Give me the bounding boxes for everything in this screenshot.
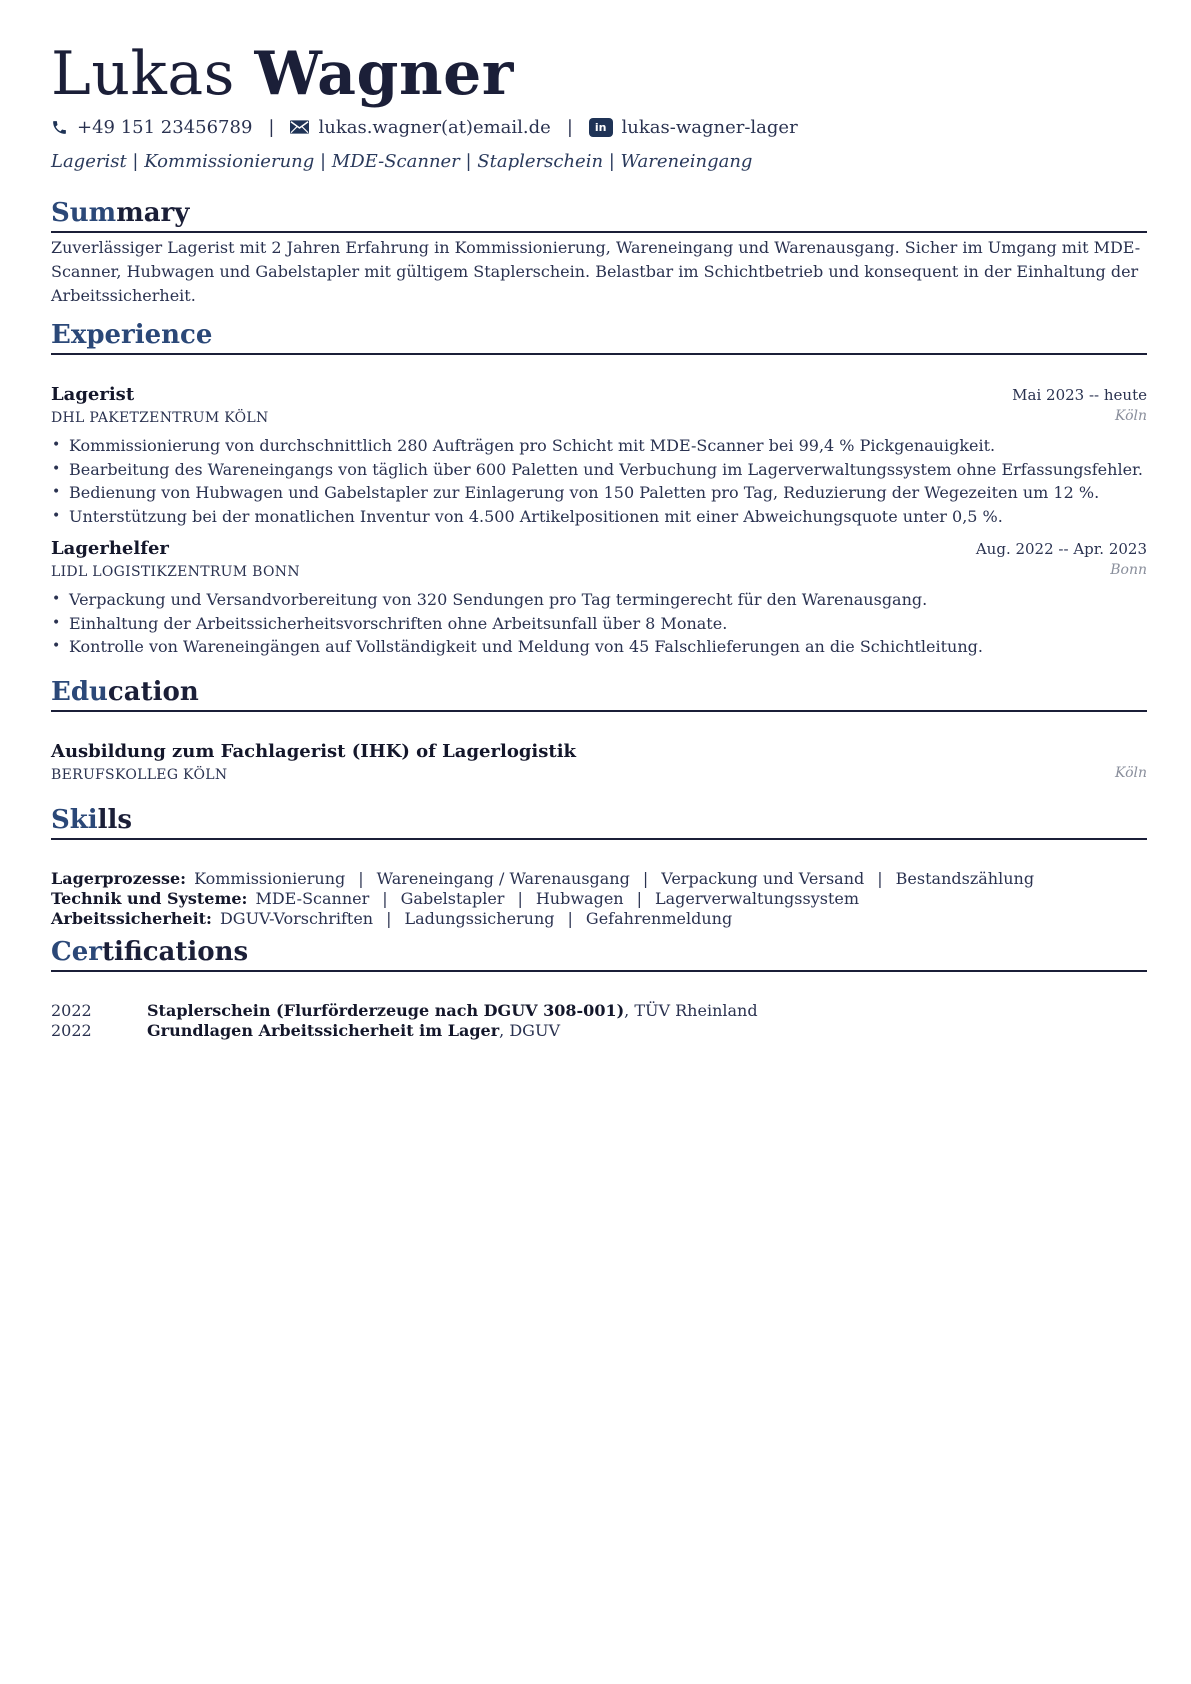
job-location: Köln: [1114, 408, 1147, 424]
section-divider: [51, 231, 1147, 233]
school-location: Köln: [1114, 765, 1147, 781]
envelope-icon: [290, 120, 309, 134]
list-item: • Unterstützung bei der monatlichen Inventur von 4.500 Artikelpositionen mit einer Abweichungsquote unter 0,5 %.: [51, 505, 1147, 529]
section-divider: [51, 710, 1147, 712]
list-item: • Verpackung und Versandvorbereitung von 320 Sendungen pro Tag termingerecht für den Warenausgang.: [51, 588, 1147, 612]
section-title: Certifications: [51, 937, 249, 967]
skills-section: [51, 803, 1147, 840]
phone-icon: [51, 119, 68, 136]
phone-number[interactable]: +49 151 23456789: [77, 116, 253, 138]
certification-year: 2022: [51, 1021, 92, 1040]
job-company: LIDL LOGISTIKZENTRUM BONN: [51, 564, 300, 580]
last-name: Wagner: [254, 39, 514, 109]
certification-issuer: , TÜV Rheinland: [624, 1001, 758, 1020]
certification-name: Staplerschein (Flurförderzeuge nach DGUV 308-001): [147, 1001, 625, 1020]
linkedin-icon: in: [589, 118, 613, 137]
section-title: Skills: [51, 805, 133, 835]
candidate-name: [51, 34, 514, 114]
skill-row: Lagerprozesse: Kommissionierung | Wareneingang / Warenausgang | Verpackung und Versand | Bestandszählung: [51, 869, 1035, 888]
certification-year: 2022: [51, 1001, 92, 1020]
job-location: Bonn: [1110, 562, 1147, 578]
certification-issuer: , DGUV: [499, 1021, 560, 1040]
section-divider: [51, 970, 1147, 972]
section-title: Education: [51, 677, 199, 707]
first-name: Lukas: [51, 39, 235, 109]
job-dates: Mai 2023 -- heute: [1012, 386, 1147, 404]
certification-item: [51, 1001, 758, 1021]
degree-title: Ausbildung zum Fachlagerist (IHK) of Lagerlogistik: [51, 741, 577, 762]
education-section: [51, 675, 1147, 712]
summary-text: Zuverlässiger Lagerist mit 2 Jahren Erfahrung in Kommissionierung, Wareneingang und Warenausgang. Sicher im Umgang mit MDE-Scanner, Hubwagen und Gabelstapler mit gültigem Staplerschein. Belastbar im Schichtbetrieb und konsequent in der Einhaltung der Arbeitssicherheit.: [51, 238, 1141, 305]
job-title: Lagerhelfer: [51, 538, 169, 559]
section-divider: [51, 838, 1147, 840]
list-item: • Bedienung von Hubwagen und Gabelstapler zur Einlagerung von 150 Paletten pro Tag, Reduzierung der Wegezeiten um 12 %.: [51, 481, 1147, 505]
list-item: • Kontrolle von Wareneingängen auf Vollständigkeit und Meldung von 45 Falschlieferungen an die Schichtleitung.: [51, 635, 1147, 659]
linkedin-handle[interactable]: lukas-wagner-lager: [621, 116, 798, 138]
skill-row: Technik und Systeme: MDE-Scanner | Gabelstapler | Hubwagen | Lagerverwaltungssystem: [51, 889, 860, 908]
list-item: • Kommissionierung von durchschnittlich 280 Aufträgen pro Schicht mit MDE-Scanner bei 99,4 % Pickgenauigkeit.: [51, 434, 1147, 458]
job-title: Lagerist: [51, 384, 135, 405]
contact-separator: |: [268, 116, 275, 138]
school-name: BERUFSKOLLEG KÖLN: [51, 767, 228, 783]
job-dates: Aug. 2022 -- Apr. 2023: [975, 540, 1147, 558]
certifications-section: [51, 935, 1147, 972]
job-company: DHL PAKETZENTRUM KÖLN: [51, 410, 269, 426]
contact-separator: |: [566, 116, 573, 138]
certification-name: Grundlagen Arbeitssicherheit im Lager: [147, 1021, 500, 1040]
list-item: • Einhaltung der Arbeitssicherheitsvorschriften ohne Arbeitsunfall über 8 Monate.: [51, 612, 1147, 636]
contact-line: [51, 114, 798, 140]
email-address[interactable]: lukas.wagner(at)email.de: [318, 116, 551, 138]
summary-section: [51, 196, 1147, 233]
certification-item: [51, 1021, 560, 1041]
tagline: Lagerist | Kommissionierung | MDE-Scanner | Staplerschein | Wareneingang: [51, 151, 753, 172]
job-bullets: [51, 434, 1147, 529]
section-title: Summary: [51, 198, 190, 228]
job-bullets: [51, 588, 1147, 659]
skill-row: Arbeitssicherheit: DGUV-Vorschriften | Ladungssicherung | Gefahrenmeldung: [51, 909, 733, 928]
list-item: • Bearbeitung des Wareneingangs von täglich über 600 Paletten und Verbuchung im Lagerverwaltungssystem ohne Erfassungsfehler.: [51, 458, 1147, 482]
experience-section: [51, 318, 1147, 355]
section-divider: [51, 353, 1147, 355]
section-title: Experience: [51, 320, 213, 350]
